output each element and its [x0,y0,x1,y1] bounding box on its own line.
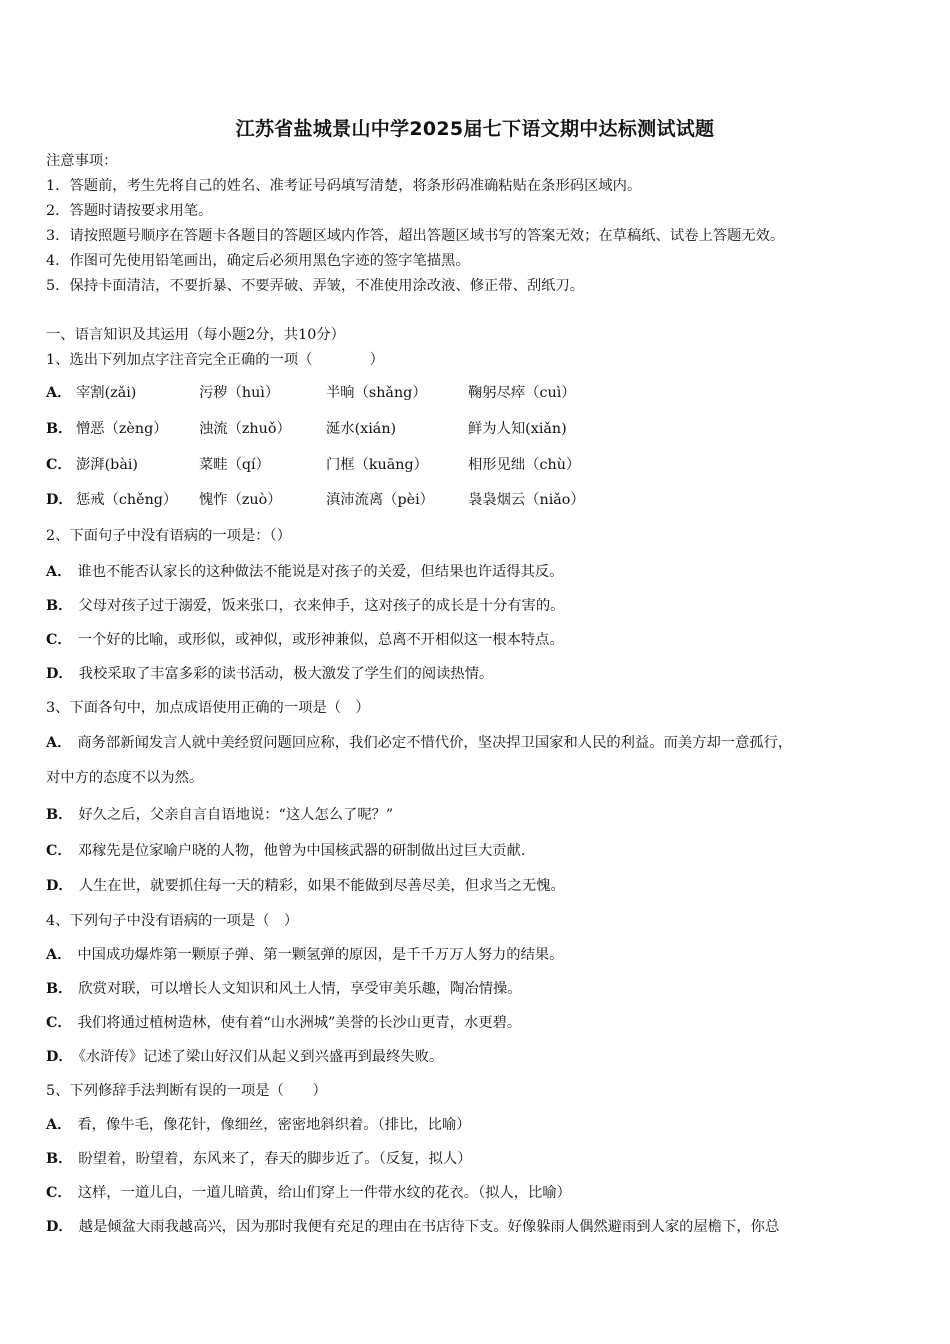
option-label: C． [46,1015,72,1031]
option-label: B． [46,981,73,997]
option-label: A． [46,1117,72,1133]
option-label: A． [46,947,72,963]
option-text: 父母对孩子过于溺爱，饭来张口，衣来伸手，这对孩子的成长是十分有害的。 [78,598,565,614]
q5-option-c [46,1183,571,1203]
option-label: D． [46,878,73,894]
option-cell: 门框（kuāng） [326,457,428,473]
q5-option-d [46,1217,779,1237]
option-cell: 袅袅烟云（niǎo） [468,492,585,508]
option-cell: 浊流（zhuǒ） [199,421,291,437]
option-label: B． [46,598,73,614]
option-label: D． [46,492,73,508]
q3-option-c [46,841,525,861]
section-heading: 一、语言知识及其运用（每小题2分，共10分） [46,327,345,343]
option-text: 好久之后，父亲自言自语地说：“这人怎么了呢？” [78,807,394,823]
option-text: 一个好的比喻，或形似，或神似，或形神兼似，总离不开相似这一根本特点。 [77,632,564,648]
option-text: 《水浒传》记述了梁山好汉们从起义到兴盛再到最终失败。 [78,1049,444,1065]
question-4-stem: 4、下列句子中没有语病的一项是（ ） [46,913,299,929]
option-label: C． [46,843,72,859]
option-text: 看，像牛毛，像花针，像细丝，密密地斜织着。（排比，比喻） [77,1117,471,1133]
option-cell: 滇沛流离（pèi） [326,492,434,508]
option-cell: 澎湃(bài) [76,457,138,473]
notice-item: 5．保持卡面清洁，不要折暴、不要弄破、弄皱，不准使用涂改液、修正带、刮纸刀。 [46,278,585,294]
option-label: D． [46,1049,73,1065]
notice-item: 2．答题时请按要求用笔。 [46,203,213,219]
option-cell: 菜畦（qí） [199,457,270,473]
option-text: 谁也不能否认家长的这种做法不能说是对孩子的关爱，但结果也许适得其反。 [77,564,564,580]
question-3-stem: 3、下面各句中，加点成语使用正确的一项是（ ） [46,700,370,716]
notice-heading: 注意事项： [46,153,118,169]
option-label: C． [46,1185,72,1201]
option-text: 中国成功爆炸第一颗原子弹、第一颗氢弹的原因，是千千万万人努力的结果。 [77,947,564,963]
notice-item: 4．作图可先使用铅笔画出，确定后必须用黑色字迹的签字笔描黑。 [46,253,470,269]
option-cell: 宰割(zǎi) [76,385,137,401]
q3-option-a [46,733,792,753]
option-label: A． [46,735,72,751]
page-title: 江苏省盐城景山中学2025届七下语文期中达标测试试题 [235,118,715,140]
q4-option-b [46,979,522,999]
option-text: 我校采取了丰富多彩的读书活动，极大激发了学生们的阅读热情。 [78,666,494,682]
option-text: 盼望着，盼望着，东风来了，春天的脚步近了。（反复，拟人） [78,1151,472,1167]
q4-option-d [46,1047,443,1067]
option-text: 这样，一道儿白，一道儿暗黄，给山们穿上一件带水纹的花衣。（拟人，比喻） [77,1185,571,1201]
option-label: B． [46,807,73,823]
question-5-stem: 5、下列修辞手法判断有误的一项是（ ） [46,1083,327,1099]
q4-option-a [46,945,563,965]
option-label: D． [46,1219,73,1235]
option-text: 邓稼先是位家喻户晓的人物，他曾为中国核武器的研制做出过巨大贡献. [77,843,526,859]
q3-option-b [46,805,393,825]
option-label: A． [46,564,72,580]
option-label: C． [46,457,72,473]
option-cell: 鞠躬尽瘁（cuì） [468,385,576,401]
option-label: B． [46,1151,73,1167]
option-cell: 污秽（huì） [199,385,280,401]
question-1-stem: 1、选出下列加点字注音完全正确的一项（ ） [46,352,384,368]
notice-item: 3．请按照题号顺序在答题卡各题目的答题区域内作答，超出答题区域书写的答案无效；在草稿纸、试卷上答题无效。 [46,228,785,244]
option-text: 欣赏对联，可以增长人文知识和风土人情，享受审美乐趣，陶冶情操。 [78,981,522,997]
option-cell: 涎水(xián) [326,421,397,437]
q2-option-c [46,630,564,650]
q2-option-a [46,562,563,582]
option-text: 越是倾盆大雨我越高兴，因为那时我便有充足的理由在书店待下支。好像躲雨人偶然避雨到人家的屋檐下，你总 [78,1219,780,1235]
q3-option-a-cont: 对中方的态度不以为然。 [46,770,204,786]
option-label: C． [46,632,72,648]
option-cell: 半晌（shǎng） [326,385,427,401]
q5-option-b [46,1149,472,1169]
option-label: A． [46,385,72,401]
option-cell: 愧怍（zuò） [199,492,282,508]
option-cell: 憎恶（zèng） [76,421,168,437]
option-cell: 鲜为人知(xiǎn) [468,421,567,437]
notice-item: 1．答题前，考生先将自己的姓名、准考证号码填写清楚，将条形码准确粘贴在条形码区域内。 [46,178,642,194]
option-text: 商务部新闻发言人就中美经贸问题回应称，我们必定不惜代价，坚决捍卫国家和人民的利益。而美方却一意孤行， [77,735,793,751]
question-2-stem: 2、下面句子中没有语病的一项是：（） [46,528,291,544]
option-cell: 相形见绌（chù） [468,457,581,473]
q3-option-d [46,876,565,896]
option-label: D． [46,666,73,682]
option-label: B． [46,421,73,437]
option-cell: 惩戒（chěng） [76,492,178,508]
q2-option-b [46,596,564,616]
q5-option-a [46,1115,471,1135]
q4-option-c [46,1013,521,1033]
option-text: 我们将通过植树造林，使有着“山水洲城”美誉的长沙山更青，水更碧。 [77,1015,522,1031]
q2-option-d [46,664,493,684]
option-text: 人生在世，就要抓住每一天的精彩，如果不能做到尽善尽美，但求当之无愧。 [78,878,565,894]
